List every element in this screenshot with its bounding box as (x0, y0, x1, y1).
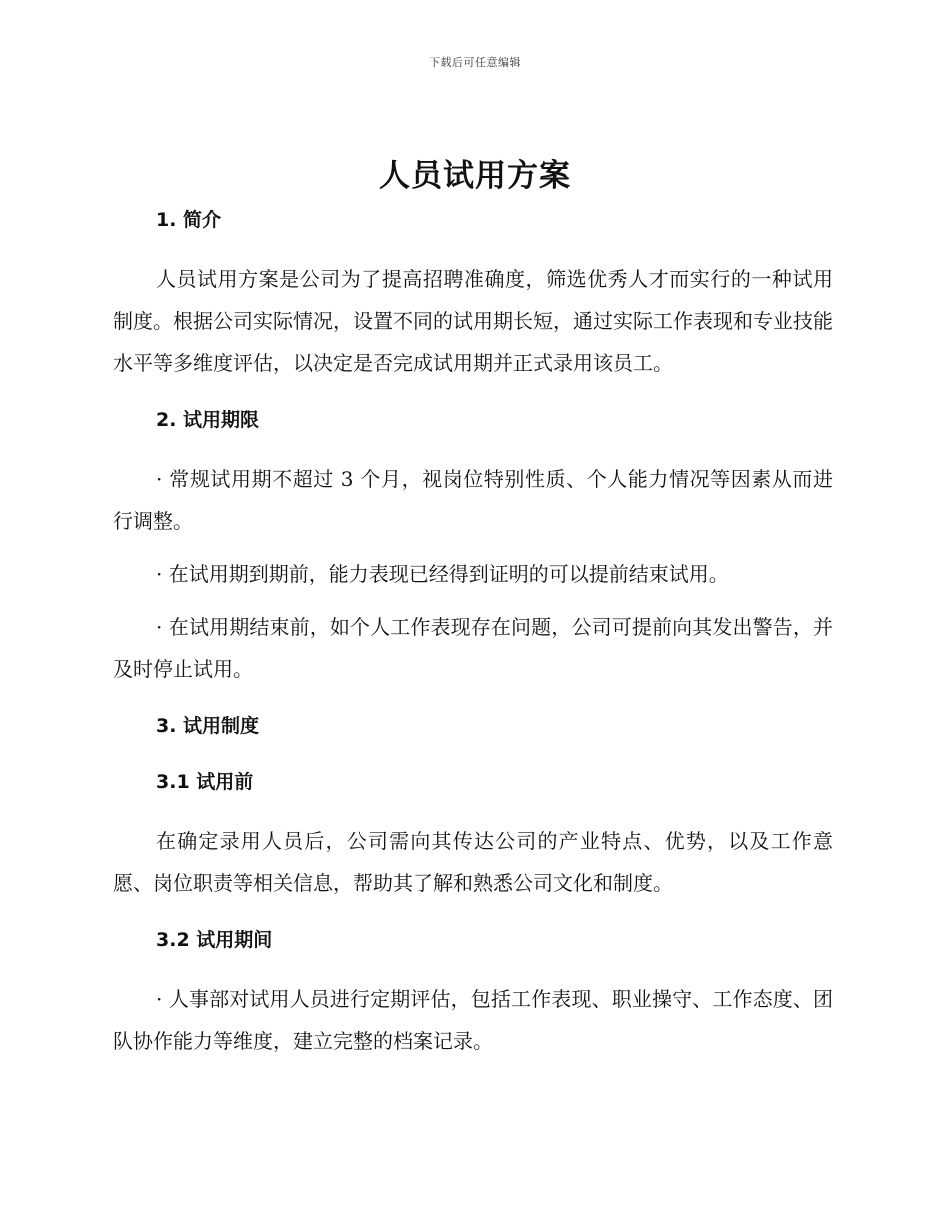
period-bullet: · 在试用期到期前，能力表现已经得到证明的可以提前结束试用。 (156, 562, 729, 586)
intro-paragraph: 人员试用方案是公司为了提高招聘准确度，筛选优秀人才而实行的一种试用制度。根据公司实际情况，设置不同的试用期长短，通过实际工作表现和专业技能水平等多维度评估，以决定是否完成试用期并正式录用该员工。 (113, 267, 833, 375)
document-title: 人员试用方案 (379, 158, 571, 194)
period-bullet: · 常规试用期不超过 3 个月，视岗位特别性质、个人能力情况等因素从而进行调整。 (113, 467, 833, 533)
section-heading-period: 2. 试用期限 (156, 409, 260, 431)
before-paragraph: 在确定录用人员后，公司需向其传达公司的产业特点、优势，以及工作意愿、岗位职责等相关信息，帮助其了解和熟悉公司文化和制度。 (113, 829, 833, 895)
document-body (113, 207, 833, 1062)
period-bullet: · 在试用期结束前，如个人工作表现存在问题，公司可提前向其发出警告，并及时停止试用。 (113, 615, 833, 681)
during-bullet: · 人事部对试用人员进行定期评估，包括工作表现、职业操守、工作态度、团队协作能力等维度，建立完整的档案记录。 (113, 987, 833, 1053)
subsection-heading-during: 3.2 试用期间 (156, 929, 273, 951)
page-header: 下载后可任意编辑 (429, 56, 521, 69)
section-heading-system: 3. 试用制度 (156, 715, 260, 737)
section-heading-intro: 1. 简介 (156, 209, 222, 231)
subsection-heading-before: 3.1 试用前 (156, 771, 254, 793)
